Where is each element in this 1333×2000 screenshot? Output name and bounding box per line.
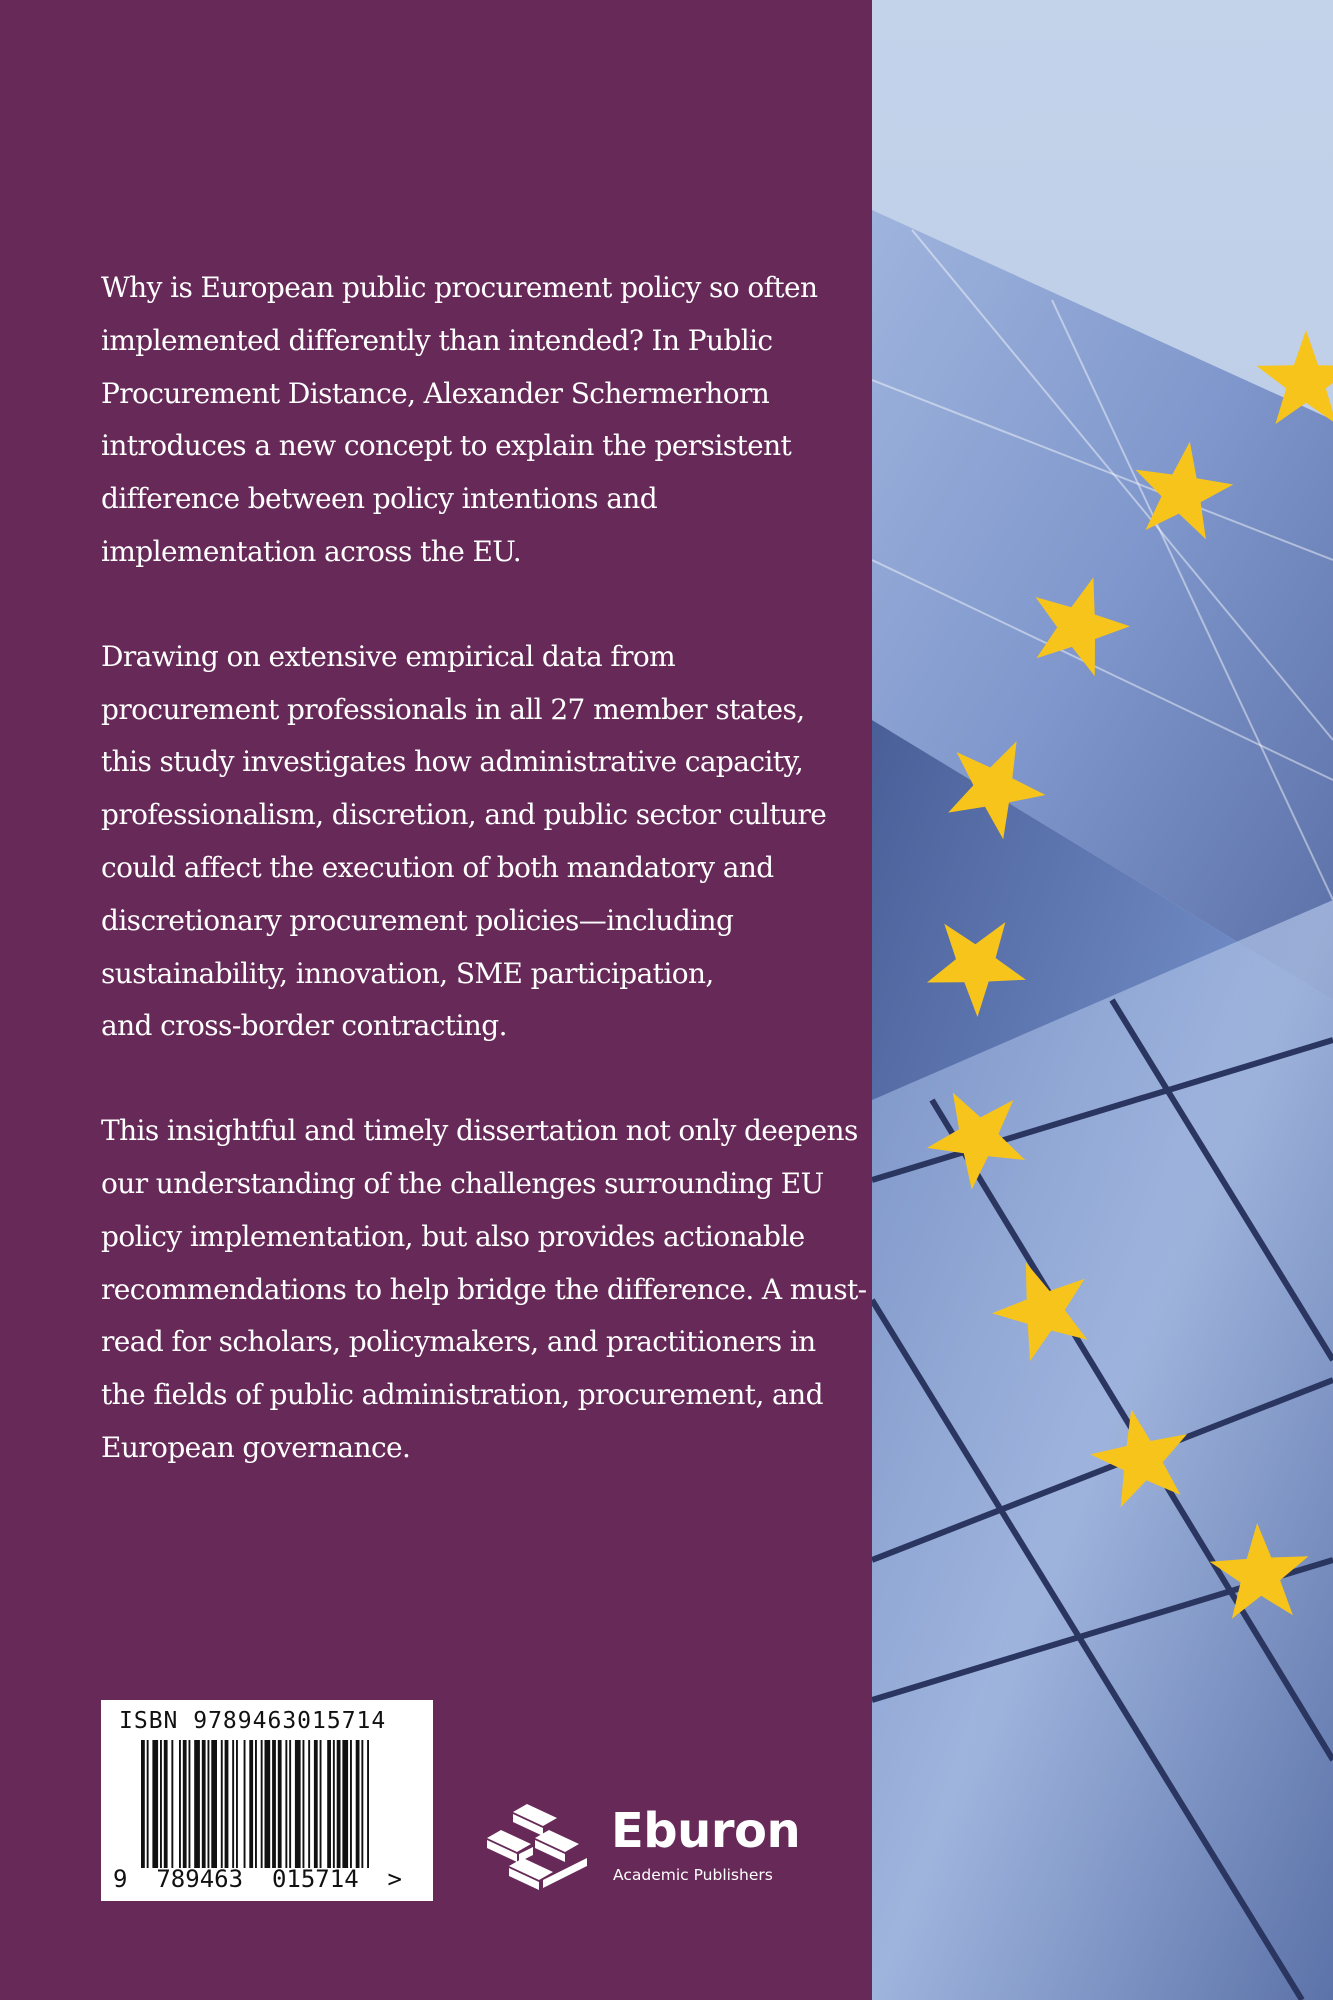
blurb-line: Why is European public procurement policy so often [101,271,818,304]
barcode-bar [179,1740,181,1868]
barcode-bar [164,1740,168,1868]
barcode-bar [189,1740,191,1868]
isbn-label: ISBN 9789463015714 [119,1708,387,1734]
blurb-line: difference between policy intentions and [101,482,658,516]
blurb-line: implemented differently than intended? In Public [101,323,773,357]
barcode-bar [356,1740,360,1868]
isbn-barcode [101,1700,433,1901]
blurb-line: recommendations to help bridge the difference. A must- [101,1272,867,1306]
barcode-bar [171,1740,173,1868]
barcode-bar [295,1740,301,1868]
barcode-bar [244,1740,246,1868]
barcode-bar [249,1740,253,1868]
barcode-bar [194,1740,200,1868]
barcode-bar [225,1740,229,1868]
barcode-bar [232,1740,234,1868]
blurb-line: this study investigates how administrative capacity, [101,745,804,779]
barcode-bar [320,1740,322,1868]
blurb-line: introduces a new concept to explain the persistent [101,429,792,463]
barcode-bar [327,1740,331,1868]
blurb-paragraph-1 [101,262,841,579]
barcode-bar [303,1740,305,1868]
blurb-line: policy implementation, but also provides actionable [101,1219,805,1253]
blurb-line: read for scholars, policymakers, and practitioners in [101,1325,816,1359]
barcode-bar [152,1740,158,1868]
blurb-line: This insightful and timely dissertation not only deepens [101,1114,858,1148]
barcode-bar [160,1740,162,1868]
barcode-bar [211,1740,217,1868]
publisher-logo [483,1800,813,1900]
barcode-bar [367,1740,369,1868]
barcode-bar [208,1740,210,1868]
blurb-line: implementation across the EU. [101,534,522,568]
barcode-bar [350,1740,352,1868]
barcode-bar [202,1740,206,1868]
blurb-line: discretionary procurement policies—including [101,903,734,937]
barcode-bar [183,1740,187,1868]
barcode-bar [289,1740,291,1868]
barcode-bar [333,1740,335,1868]
barcode-bar [147,1740,149,1868]
barcode-bar [278,1740,282,1868]
blurb-line: our understanding of the challenges surrounding EU [101,1166,824,1200]
barcode-bar [236,1740,238,1868]
blurb-line: could affect the execution of both mandatory and [101,850,774,884]
barcode-bar [361,1740,363,1868]
blurb-paragraph-3 [101,1105,867,1475]
blurb-line: sustainability, innovation, SME participation, [101,956,714,990]
blurb-line: and cross-border contracting. [101,1009,507,1043]
barcode-bar [308,1740,310,1868]
blurb-line: the fields of public administration, procurement, and [101,1378,823,1412]
blurb-line: Procurement Distance, Alexander Schermerhorn [101,376,770,410]
barcode-bar [265,1740,271,1868]
barcode-icon [141,1740,403,1868]
eburon-books-logo-icon [483,1800,595,1900]
barcode-bar [337,1740,341,1868]
publisher-subtitle: Academic Publishers [613,1866,773,1884]
publisher-name: Eburon [611,1803,801,1859]
barcode-bar [285,1740,287,1868]
barcode-digits: 9 789463 015714 > [113,1865,402,1893]
blurb-paragraph-2 [101,631,841,1053]
barcode-bar [272,1740,276,1868]
barcode-bar [141,1740,145,1868]
blurb-line: Drawing on extensive empirical data from [101,639,676,673]
barcode-bar [261,1740,263,1868]
blurb-line: procurement professionals in all 27 member states, [101,692,805,726]
eu-building-photo [872,0,1333,2000]
barcode-bar [342,1740,348,1868]
blurb-line: European governance. [101,1430,411,1464]
blurb-line: professionalism, discretion, and public sector culture [101,798,827,832]
barcode-bar [314,1740,318,1868]
barcode-bar [255,1740,257,1868]
blurb-text [101,262,867,1527]
barcode-bar [221,1740,223,1868]
